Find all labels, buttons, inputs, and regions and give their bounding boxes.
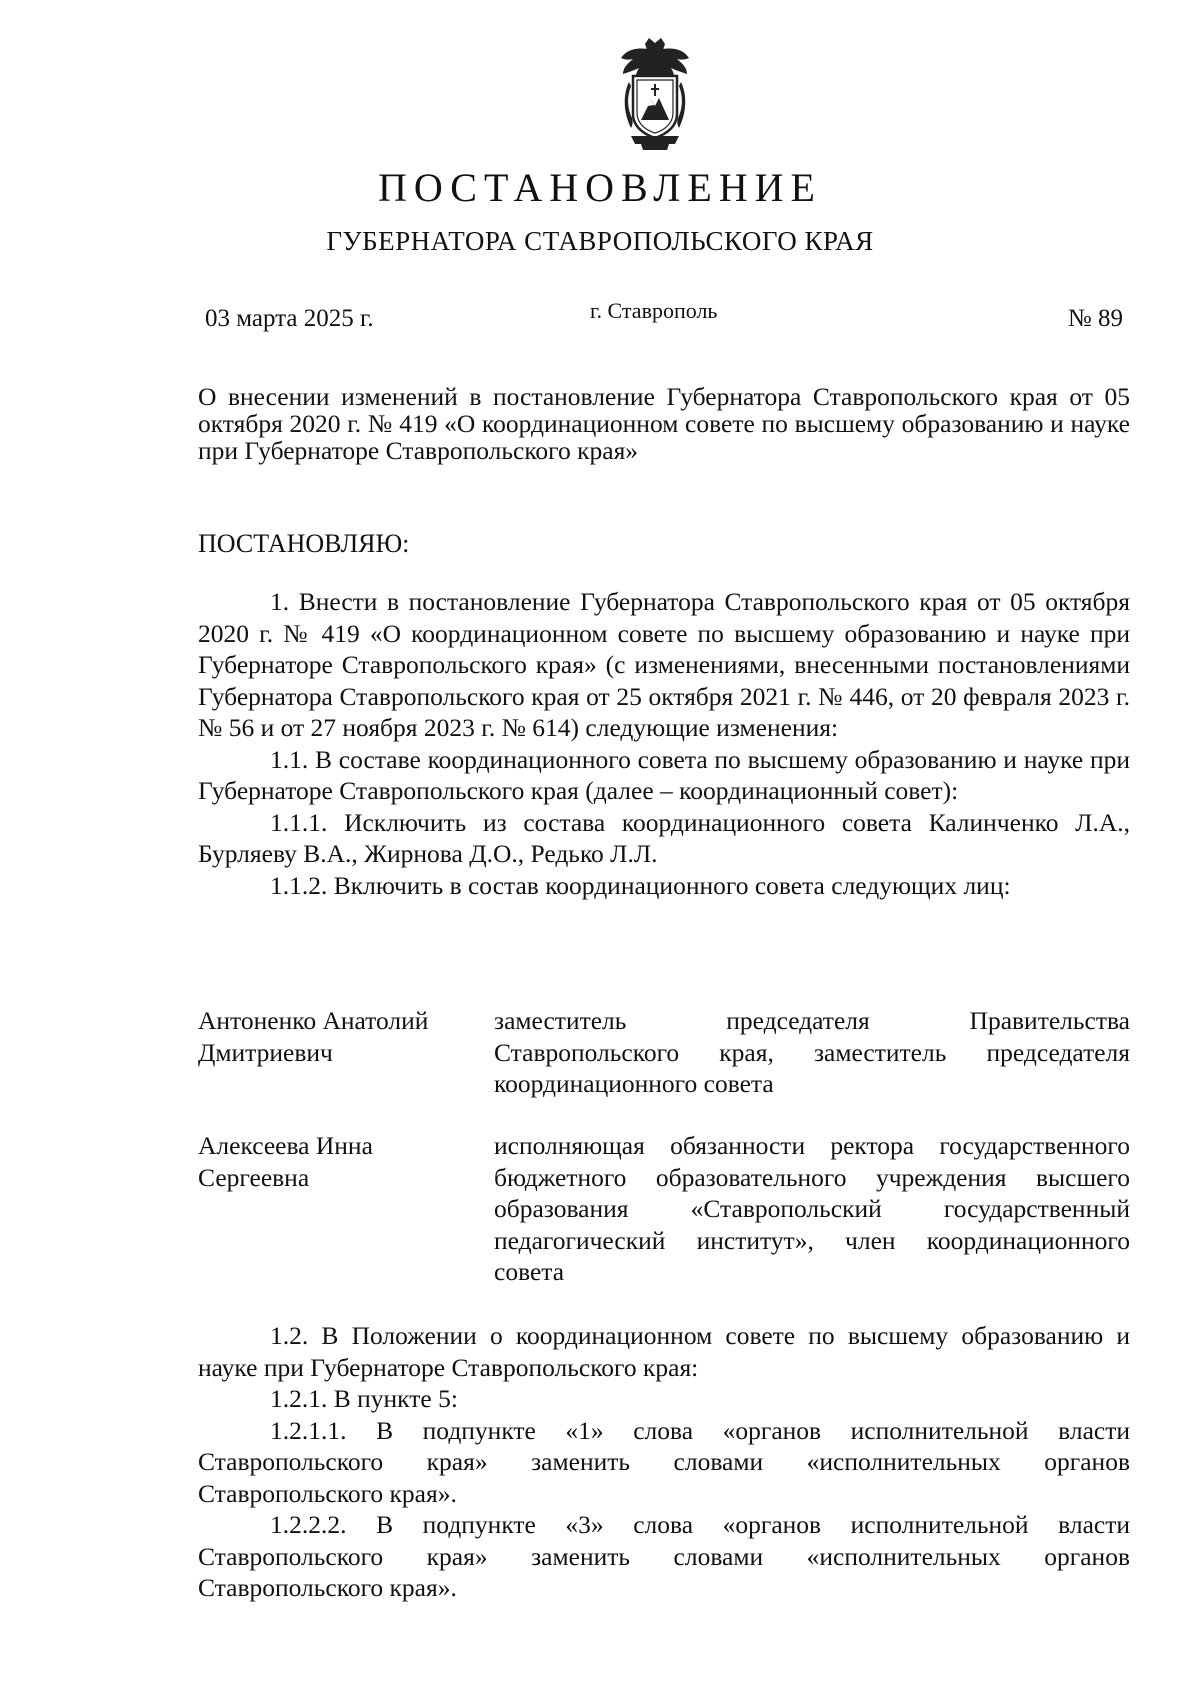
decree-word (198, 528, 1130, 560)
member-name: Алексеева Инна Сергеевна (198, 1131, 373, 1192)
paragraph: 1.2. В Положении о координационном совете по высшему образованию и науке при Губернаторе Ставропольского края: (198, 1321, 1130, 1382)
document-subject (198, 383, 1130, 464)
member-role: заместитель председателя Правительства Ставропольского края, заместитель председателя координационного совета (494, 1006, 1130, 1098)
paragraph: 1.2.1.1. В подпункте «1» слова «органов исполнительной власти Ставропольского края» заменить словами «исполнительных органов Ставропольского края». (198, 1415, 1130, 1508)
paragraph: 1.1.2. Включить в состав координационного совета следующих лиц: (270, 870, 1011, 900)
document-city: г. Ставрополь (590, 298, 718, 323)
document-title: ПОСТАНОВЛЕНИЕ (378, 165, 822, 210)
decree-text: ПОСТАНОВЛЯЮ: (198, 529, 410, 558)
paragraph: 1.1. В составе координационного совета по высшему образованию и науке при Губернаторе Ставропольского края (далее – координационный совет): (198, 744, 1130, 805)
body-section-2 (198, 1320, 1130, 1604)
document-subtitle: ГУБЕРНАТОРА СТАВРОПОЛЬСКОГО КРАЯ (326, 226, 874, 256)
paragraph: 1.2.2.2. В подпункте «3» слова «органов исполнительной власти Ставропольского края» заменить словами «исполнительных органов Ставропольского края». (198, 1510, 1130, 1602)
coat-of-arms-emblem (615, 38, 695, 150)
document-date: 03 марта 2025 г. (205, 305, 374, 332)
paragraph: 1.2.1. В пункте 5: (270, 1384, 458, 1413)
body-section-1 (198, 586, 1130, 901)
member-name: Антоненко Анатолий Дмитриевич (198, 1006, 429, 1067)
paragraph: 1. Внести в постановление Губернатора Ставропольского края от 05 октября 2020 г. № 419 «О координационном совете по высшему образованию и науке при Губернаторе Ставропольского края» (с изменениями, внесенными постановлениями Губернатора Ставропольского края от 25 октября 2021 г. № 446, от 20 февраля 2023 г. № 56 и от 27 ноября 2023 г. № 614) следующие изменения: (198, 587, 1130, 742)
member-role: исполняющая обязанности ректора государственного бюджетного образовательного учреждения высшего образования «Ставропольский государственный педагогический институт», член координационного совета (494, 1131, 1130, 1286)
subject-text: О внесении изменений в постановление Губернатора Ставропольского края от 05 октября 2020 г. № 419 «О координационном совете по высшему образованию и науке при Губернаторе Ставропольского края» (198, 382, 1130, 465)
document-number: № 89 (1067, 305, 1123, 332)
paragraph: 1.1.1. Исключить из состава координационного совета Калинченко Л.А., Бурляеву В.А., Жирнова Д.О., Редько Л.Л. (198, 807, 1130, 868)
